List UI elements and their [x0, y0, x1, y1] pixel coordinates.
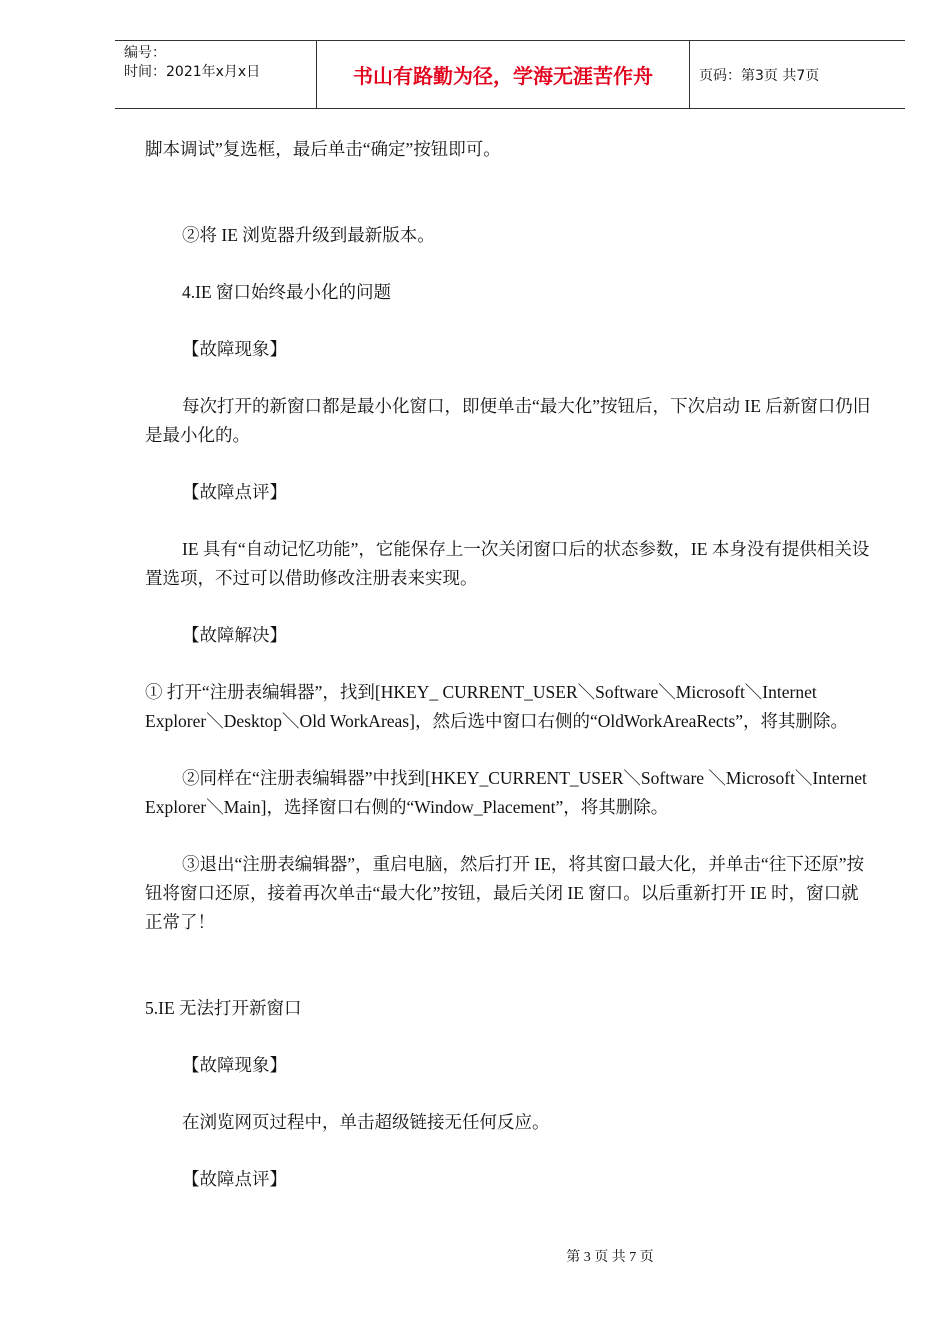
paragraph: ③退出“注册表编辑器”，重启电脑，然后打开 IE，将其窗口最大化，并单击“往下还原”按钮将窗口还原，接着再次单击“最大化”按钮，最后关闭 IE 窗口。以后重新打开 IE 时，窗口就正常了！ [145, 854, 864, 932]
paragraph: ① 打开“注册表编辑器”，找到[HKEY_ CURRENT_USER＼Software＼Microsoft＼Internet Explorer＼Desktop＼Old WorkAreas]，然后选中窗口右侧的“OldWorkAreaRects”，将其删除。 [145, 682, 849, 731]
time-label: 时间：2021年x月x日 [124, 64, 261, 80]
slogan: 书山有路勤为径，学海无涯苦作舟 [316, 41, 690, 108]
subheading: 【故障现象】 [182, 339, 287, 359]
paragraph: 每次打开的新窗口都是最小化窗口，即便单击“最大化”按钮后，下次启动 IE 后新窗口仍旧是最小化的。 [145, 396, 871, 445]
subheading: 【故障点评】 [182, 482, 287, 502]
paragraph: ②同样在“注册表编辑器”中找到[HKEY_CURRENT_USER＼Software ＼Microsoft＼Internet Explorer＼Main]，选择窗口右侧的“Window_Placement”，将其删除。 [145, 768, 867, 817]
page-header [115, 40, 905, 109]
subheading: 【故障点评】 [182, 1169, 287, 1189]
section-heading: 5.IE 无法打开新窗口 [145, 998, 302, 1018]
header-left-cell [115, 41, 316, 108]
number-label: 编号： [124, 45, 166, 61]
section-heading: 4.IE 窗口始终最小化的问题 [182, 282, 392, 302]
paragraph: 在浏览网页过程中，单击超级链接无任何反应。 [182, 1112, 550, 1132]
paragraph: ②将 IE 浏览器升级到最新版本。 [182, 225, 435, 245]
document-body [145, 135, 875, 1194]
page-info: 页码：第3页 共7页 [699, 67, 820, 84]
paragraph: IE 具有“自动记忆功能”，它能保存上一次关闭窗口后的状态参数，IE 本身没有提供相关设置选项，不过可以借助修改注册表来实现。 [145, 539, 870, 588]
page-footer: 第 3 页 共 7 页 [566, 1250, 654, 1265]
subheading: 【故障现象】 [182, 1055, 287, 1075]
paragraph: 脚本调试”复选框，最后单击“确定”按钮即可。 [145, 139, 501, 159]
subheading: 【故障解决】 [182, 625, 287, 645]
